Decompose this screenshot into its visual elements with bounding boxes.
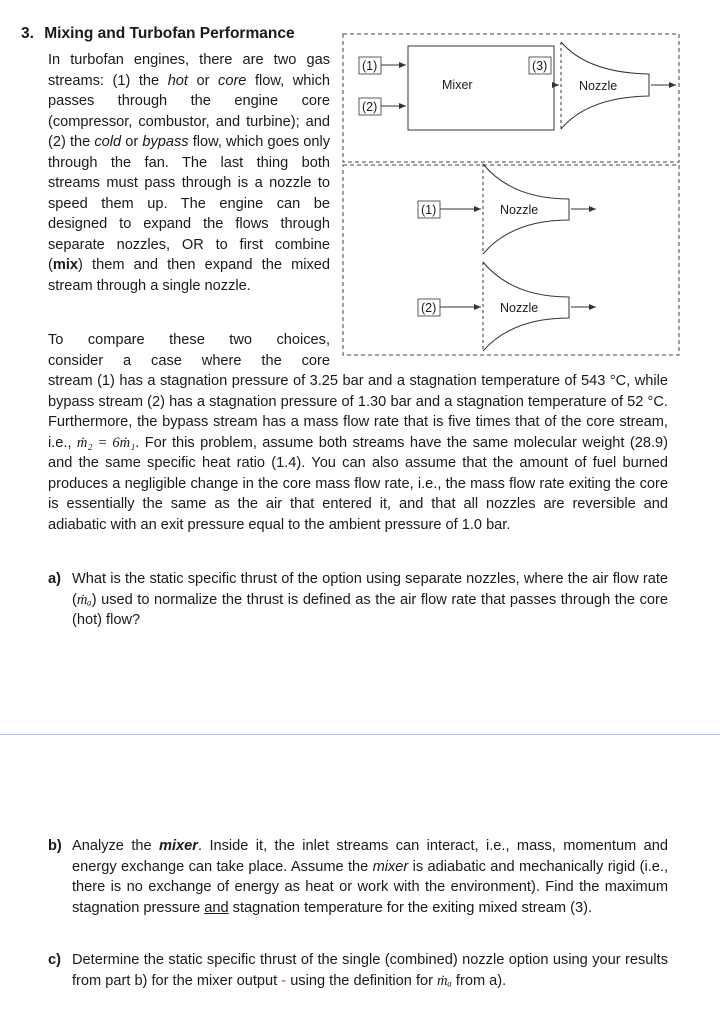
conditions-paragraph: To compare these two choices, consider a case where the core stream (1) has a stagnation pressure of 3.25 bar and a stagnation temperature of 543 °C, while bypass stream (2) has a stagnation pressure of 1.30 bar and a stagnation temperature of 52 °C. Furthermore, the bypass stream has a mass flow rate that is five times that of the core stream, i.e., ṁ₂ = 6ṁ₁. For this problem, assume both streams have the same molecular weight (28.9) and the same specific heat ratio (1.4). You can also assume that the amount of fuel burned produces a negligible change in the core mass flow rate, i.e., the mass flow rate exiting the core is essentially the same as the air that entered it, and that all nozzles are reversible and adiabatic with an exit pressure equal to the ambient pressure of 1.0 bar. bbox=[48, 332, 668, 533]
stream3-label: (3) bbox=[532, 59, 548, 73]
mixed-nozzle-label: Nozzle bbox=[579, 79, 618, 93]
question-c: c) Determine the static specific thrust of the single (combined) nozzle option using your results from part b) for the mixer output - using the definition for ṁₐ from a). bbox=[48, 952, 668, 989]
sep-nozzle1-label: Nozzle bbox=[500, 203, 539, 217]
problem-title bbox=[21, 25, 295, 43]
nozzle-diagram bbox=[342, 33, 682, 358]
problem-title-text: Mixing and Turbofan Performance bbox=[44, 25, 295, 42]
question-b-label: b) bbox=[48, 838, 62, 854]
question-c-label: c) bbox=[48, 952, 61, 968]
sep-stream2-label: (2) bbox=[421, 301, 437, 315]
stream2-label: (2) bbox=[362, 100, 378, 114]
stream1-label: (1) bbox=[362, 59, 378, 73]
answer-divider bbox=[0, 734, 720, 735]
question-a: a) What is the static specific thrust of the option using separate nozzles, where the air flow rate (ṁₐ) used to normalize the thrust is defined as the air flow rate that passes through the core (hot) flow? bbox=[48, 571, 668, 628]
mixer-label: Mixer bbox=[442, 78, 473, 92]
problem-number: 3. bbox=[21, 25, 34, 42]
sep-nozzle2-label: Nozzle bbox=[500, 301, 539, 315]
question-b: b) Analyze the mixer. Inside it, the inlet streams can interact, i.e., mass, momentum and energy exchange can take place. Assume the mixer is adiabatic and mechanically rigid (i.e., there is no exchange of energy as heat or work with the environment). Find the maximum stagnation pressure and stagnation temperature for the exiting mixed stream (3). bbox=[48, 838, 668, 916]
intro-paragraph: In turbofan engines, there are two gas streams: (1) the hot or core flow, which passes through the engine core (compressor, combustor, and turbine); and (2) the cold or bypass flow, which goes only through the fan. The last thing both streams must pass through is a nozzle to speed them up. The engine can be designed to expand the flows through separate nozzles, OR to first combine (mix) them and then expand the mixed stream through a single nozzle. bbox=[48, 52, 331, 294]
mass-flow-equation: ṁ₂ = 6ṁ₁ bbox=[76, 434, 136, 451]
sep-stream1-label: (1) bbox=[421, 203, 437, 217]
question-a-label: a) bbox=[48, 571, 61, 587]
separate-option-frame bbox=[343, 165, 679, 355]
